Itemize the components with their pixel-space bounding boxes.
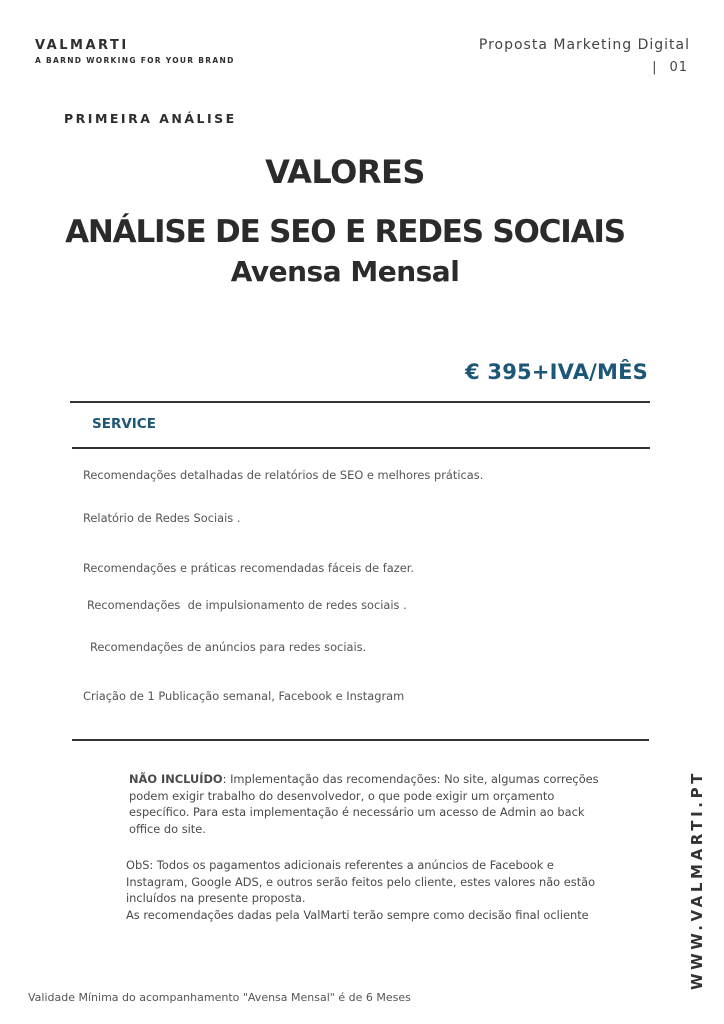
service-item: Criação de 1 Publicação semanal, Facebook e Instagram: [83, 689, 405, 703]
divider-service: [72, 447, 650, 449]
page-number: 01: [669, 60, 688, 75]
service-item: Recomendações e práticas recomendadas fáceis de fazer.: [83, 561, 414, 575]
main-title: VALORES: [265, 153, 425, 191]
divider-top: [70, 401, 650, 403]
brand-tagline: A BARND WORKING FOR YOUR BRAND: [35, 56, 235, 65]
observation-note: [126, 857, 596, 923]
divider-bottom: [72, 739, 649, 741]
document-title: Proposta Marketing Digital: [478, 37, 690, 53]
service-item: Recomendações de impulsionamento de redes sociais .: [87, 598, 407, 612]
not-included-text: : Implementação das recomendações: No site, algumas correções podem exigir trabalho do desenvolvedor, o que pode exigir um orçamento específico. Para esta implementação é necessário um acesso de Admin ao back office do site.: [129, 772, 599, 836]
observation-text: ObS: Todos os pagamentos adicionais referentes a anúncios de Facebook e Instagram, Google ADS, e outros serão feitos pelo cliente, estes valores não estão incluídos na presente proposta.: [126, 858, 596, 905]
service-item: Relatório de Redes Sociais .: [83, 511, 241, 525]
subtitle: ANÁLISE DE SEO E REDES SOCIAIS: [65, 214, 625, 250]
service-header: SERVICE: [92, 416, 156, 432]
price: € 395+IVA/MÊS: [465, 360, 648, 384]
not-included-label: NÃO INCLUÍDO: [129, 772, 223, 786]
service-item: Recomendações detalhadas de relatórios de SEO e melhores práticas.: [83, 468, 484, 482]
service-item: Recomendações de anúncios para redes sociais.: [90, 640, 367, 654]
page-separator: |: [652, 60, 658, 75]
brand-name: VALMARTI: [35, 38, 129, 53]
validity-note: Validade Mínima do acompanhamento "Avensa Mensal" é de 6 Meses: [28, 991, 411, 1004]
website-url: WWW.VALMARTI.PT: [688, 769, 706, 991]
plan-name: Avensa Mensal: [230, 255, 460, 288]
recommendation-text: As recomendações dadas pela ValMarti terão sempre como decisão final ocliente: [126, 907, 589, 922]
section-label: PRIMEIRA ANÁLISE: [64, 111, 237, 126]
page-indicator: [652, 60, 688, 75]
not-included-note: [129, 771, 599, 837]
